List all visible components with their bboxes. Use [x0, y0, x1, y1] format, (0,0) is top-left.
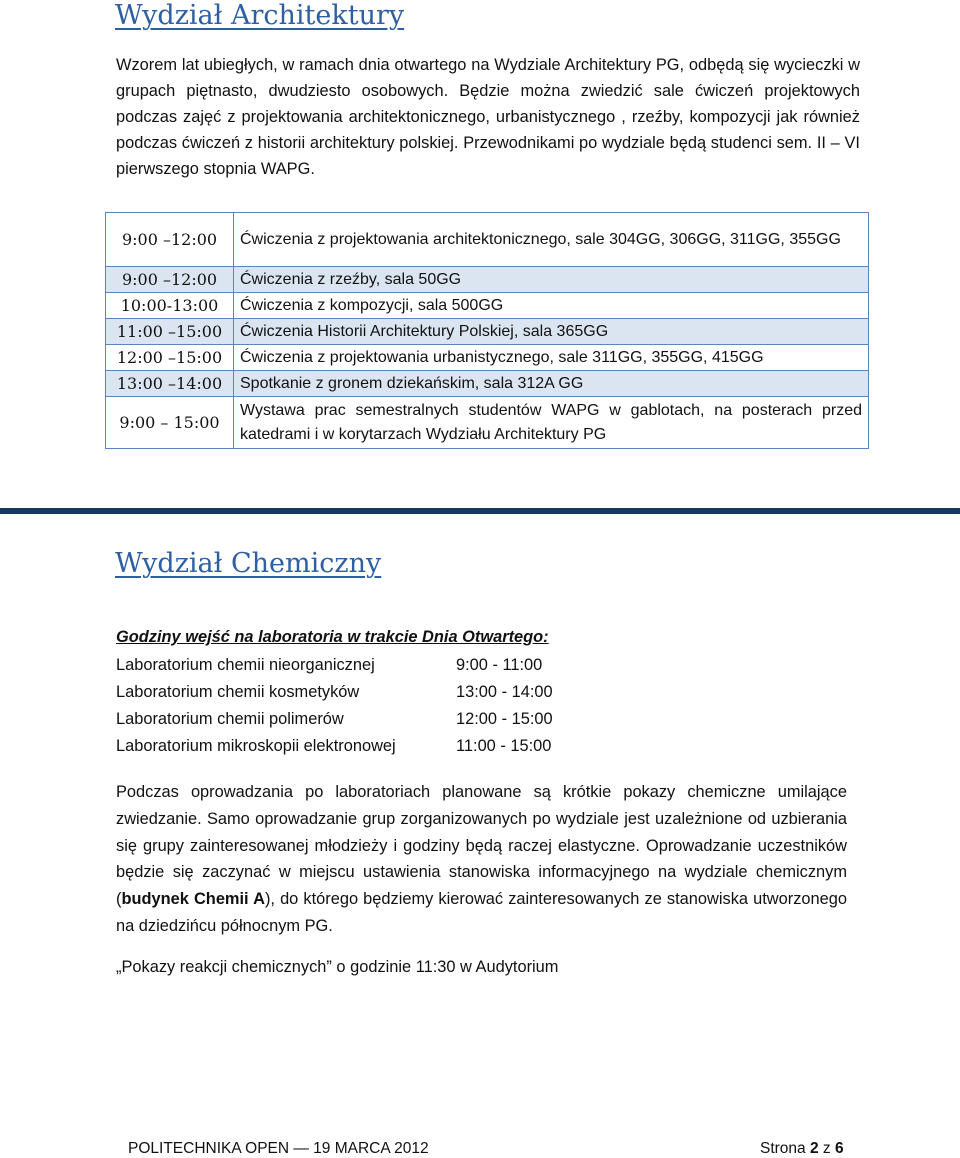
- section-divider: [0, 508, 960, 514]
- architecture-schedule-table: [105, 212, 869, 449]
- paragraph-text: Podczas oprowadzania po laboratoriach planowane są krótkie pokazy chemiczne umilające zwiedzanie. Samo oprowadzanie grup zorganizowanych po wydziale jest uzależnione od uzbierania się grupy zainteresowanej młodzieży i godziny będą raczej elastyczne. Oprowadzanie uczestników będzie się zaczynać w miejscu ustawienia stanowiska informacyjnego na wydziale chemicznym (: [116, 783, 847, 909]
- page-prefix: Strona: [760, 1140, 810, 1157]
- lab-time: 12:00 - 15:00: [456, 710, 553, 728]
- schedule-description: Wystawa prac semestralnych studentów WAPG w gablotach, na posterach przed katedrami i w korytarzach Wydziału Architektury PG: [234, 397, 869, 449]
- page-separator: z: [818, 1140, 835, 1157]
- chemistry-shows-note: „Pokazy reakcji chemicznych” o godzinie 11:30 w Audytorium: [116, 958, 559, 976]
- lab-name: Laboratorium chemii nieorganicznej: [116, 656, 375, 674]
- faculty-title-architecture: Wydział Architektury: [115, 0, 405, 31]
- page-total: 6: [834, 1140, 844, 1157]
- schedule-time: 9:00 – 15:00: [106, 397, 234, 449]
- schedule-row: [106, 293, 869, 319]
- architecture-intro-paragraph: Wzorem lat ubiegłych, w ramach dnia otwartego na Wydziale Architektury PG, odbędą się wycieczki w grupach piętnasto, dwudziesto osobowych. Będzie można zwiedzić sale ćwiczeń projektowych podczas zajęć z projektowania architektonicznego, urbanistycznego , rzeźby, kompozycji jak również podczas ćwiczeń z historii architektury polskiej. Przewodnikami po wydziale będą studenci sem. II – VI pierwszego stopnia WAPG.: [116, 56, 860, 178]
- schedule-row: [106, 319, 869, 345]
- lab-time: 13:00 - 14:00: [456, 683, 553, 701]
- lab-name: Laboratorium chemii kosmetyków: [116, 683, 360, 701]
- schedule-description: Ćwiczenia Historii Architektury Polskiej, sala 365GG: [234, 319, 869, 345]
- schedule-time: 11:00 –15:00: [106, 319, 234, 345]
- lab-row: [116, 710, 553, 729]
- schedule-description: Ćwiczenia z rzeźby, sala 50GG: [234, 267, 869, 293]
- lab-time: 11:00 - 15:00: [456, 737, 552, 755]
- schedule-description: Spotkanie z gronem dziekańskim, sala 312A GG: [234, 371, 869, 397]
- schedule-row: [106, 213, 869, 267]
- lab-time: 9:00 - 11:00: [456, 656, 543, 674]
- paragraph-text: ), do którego będziemy kierować zainteresowanych ze stanowiska utworzonego na dziedzińcu północnym PG.: [116, 890, 847, 935]
- lab-name: Laboratorium chemii polimerów: [116, 710, 344, 728]
- schedule-description: Ćwiczenia z projektowania urbanistycznego, sale 311GG, 355GG, 415GG: [234, 345, 869, 371]
- schedule-description: Ćwiczenia z projektowania architektonicznego, sale 304GG, 306GG, 311GG, 355GG: [234, 213, 869, 267]
- building-name: budynek Chemii A: [121, 890, 265, 909]
- faculty-title-chemistry: Wydział Chemiczny: [115, 548, 382, 579]
- lab-row: [116, 737, 552, 756]
- lab-row: [116, 683, 553, 702]
- footer-event-label: POLITECHNIKA OPEN — 19 MARCA 2012: [128, 1140, 429, 1157]
- schedule-description: Ćwiczenia z kompozycji, sala 500GG: [234, 293, 869, 319]
- schedule-time: 9:00 –12:00: [106, 267, 234, 293]
- schedule-row: [106, 371, 869, 397]
- schedule-row: [106, 397, 869, 449]
- chemistry-info-paragraph: [116, 779, 847, 940]
- lab-row: [116, 656, 543, 675]
- schedule-time: 10:00-13:00: [106, 293, 234, 319]
- schedule-time: 12:00 –15:00: [106, 345, 234, 371]
- schedule-time: 13:00 –14:00: [106, 371, 234, 397]
- schedule-time: 9:00 –12:00: [106, 213, 234, 267]
- schedule-row: [106, 267, 869, 293]
- lab-name: Laboratorium mikroskopii elektronowej: [116, 737, 396, 755]
- labs-heading: Godziny wejść na laboratoria w trakcie Dnia Otwartego:: [116, 628, 549, 646]
- schedule-row: [106, 345, 869, 371]
- page-current: 2: [809, 1140, 819, 1157]
- footer-page-number: [760, 1140, 844, 1158]
